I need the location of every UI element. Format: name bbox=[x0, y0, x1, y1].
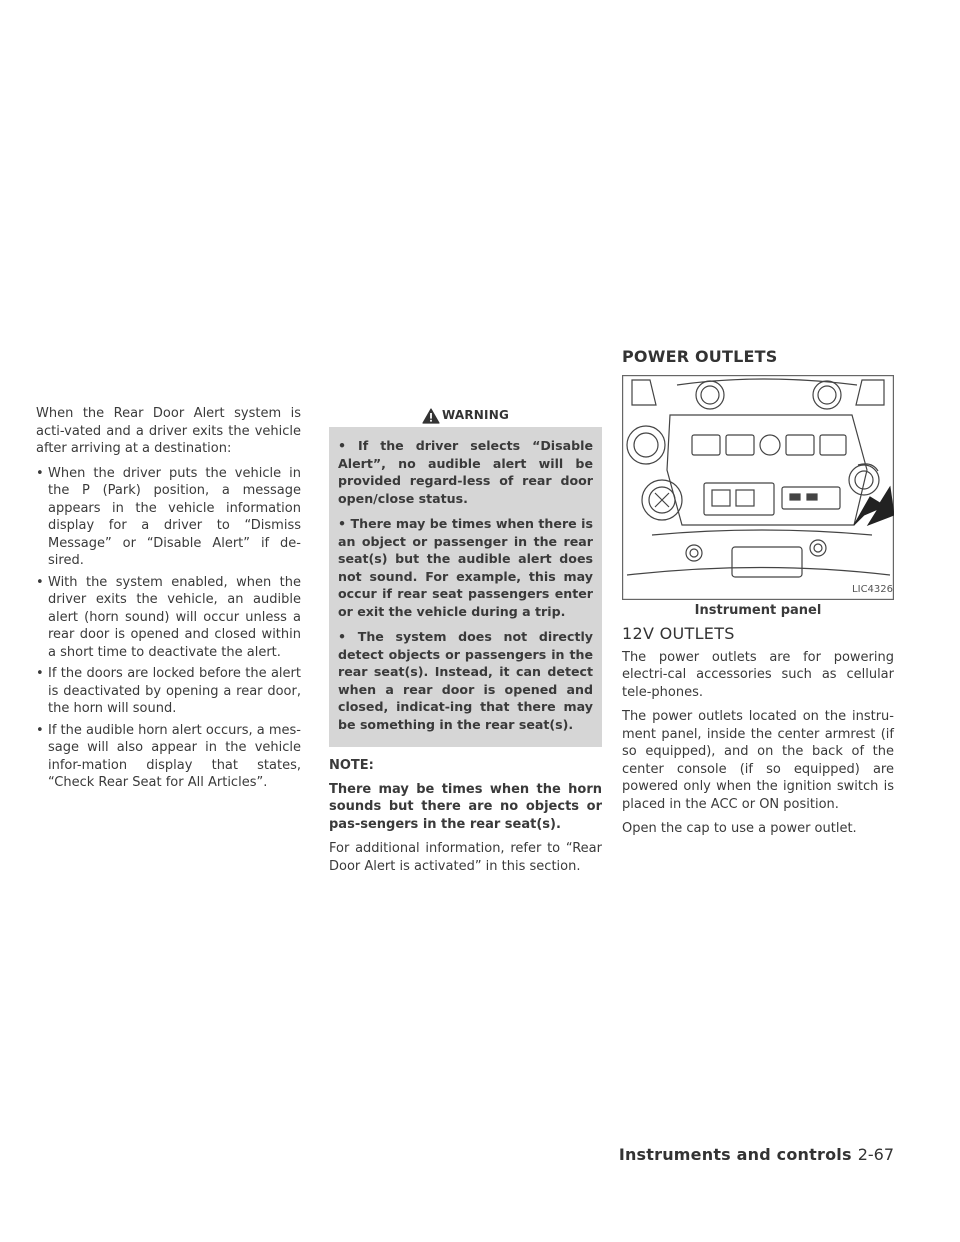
warning-triangle-icon bbox=[422, 408, 440, 424]
warning-heading bbox=[329, 405, 602, 427]
instrument-panel-illustration bbox=[622, 375, 894, 600]
warning-box bbox=[329, 427, 602, 747]
figure-caption: Instrument panel bbox=[694, 602, 822, 618]
instrument-panel-figure bbox=[622, 375, 894, 600]
intro-paragraph: When the Rear Door Alert system is acti-vated and a driver exits the vehicle after arriving at a destination: bbox=[36, 406, 301, 456]
column-power-outlets bbox=[622, 348, 894, 845]
warning-heading-text: WARNING bbox=[441, 408, 510, 423]
column-warning-note bbox=[329, 405, 602, 882]
page-footer bbox=[0, 1145, 894, 1164]
alert-bullet-list bbox=[36, 465, 301, 792]
figure-code: LIC4326 bbox=[852, 584, 893, 595]
bullet-item: • With the system enabled, when the driver exits the vehicle, an audible alert (horn sound) will occur unless a rear door is opened and closed within a short time to deactivate the alert. bbox=[36, 574, 301, 662]
section-title: POWER OUTLETS bbox=[622, 347, 778, 366]
page-number: 2-67 bbox=[857, 1145, 894, 1164]
note-bold-text: There may be times when the horn sounds but there are no objects or pas-sengers in the rear seat(s). bbox=[329, 781, 602, 832]
column-rear-door-alert bbox=[36, 405, 301, 796]
bullet-item: • When the driver puts the vehicle in the P (Park) position, a message appears in the vehicle information display for a driver to “Dismiss Message” or “Disable Alert” if de-sired. bbox=[36, 465, 301, 570]
outlets-paragraph: The power outlets are for powering electri-cal accessories such as cellular tele-phones. bbox=[622, 649, 894, 700]
outlets-paragraph: Open the cap to use a power outlet. bbox=[622, 821, 857, 836]
note-title: NOTE: bbox=[329, 758, 374, 773]
warning-item: • If the driver selects “Disable Alert”, no audible alert will be provided regard-less of rear door open/close status. bbox=[338, 438, 593, 506]
subheading-12v-outlets: 12V OUTLETS bbox=[622, 624, 735, 643]
bullet-item: • If the doors are locked before the alert is deactivated by opening a rear door, the horn will sound. bbox=[36, 665, 301, 718]
bullet-item: • If the audible horn alert occurs, a mes-sage will also appear in the vehicle infor-mation display that states, “Check Rear Seat for All Articles”. bbox=[36, 722, 301, 792]
warning-item: • There may be times when there is an object or passenger in the rear seat(s) but the audible alert does not sound. For example, this may occur if rear seat passengers enter or exit the vehicle during a trip. bbox=[338, 516, 593, 619]
warning-item: • The system does not directly detect objects or passengers in the rear seat(s). Instead, it can detect when a rear door is opened and closed, indicat-ing that there may be something in the rear seat(s). bbox=[338, 629, 593, 732]
footer-section-name: Instruments and controls bbox=[618, 1145, 852, 1164]
note-reference-text: For additional information, refer to “Rear Door Alert is activated” in this section. bbox=[329, 841, 602, 874]
outlets-paragraph: The power outlets located on the instru-ment panel, inside the center armrest (if so equipped), and on the back of the center console (if so equipped) are powered only when the ignition switch is placed in the ACC or ON position. bbox=[622, 709, 894, 812]
